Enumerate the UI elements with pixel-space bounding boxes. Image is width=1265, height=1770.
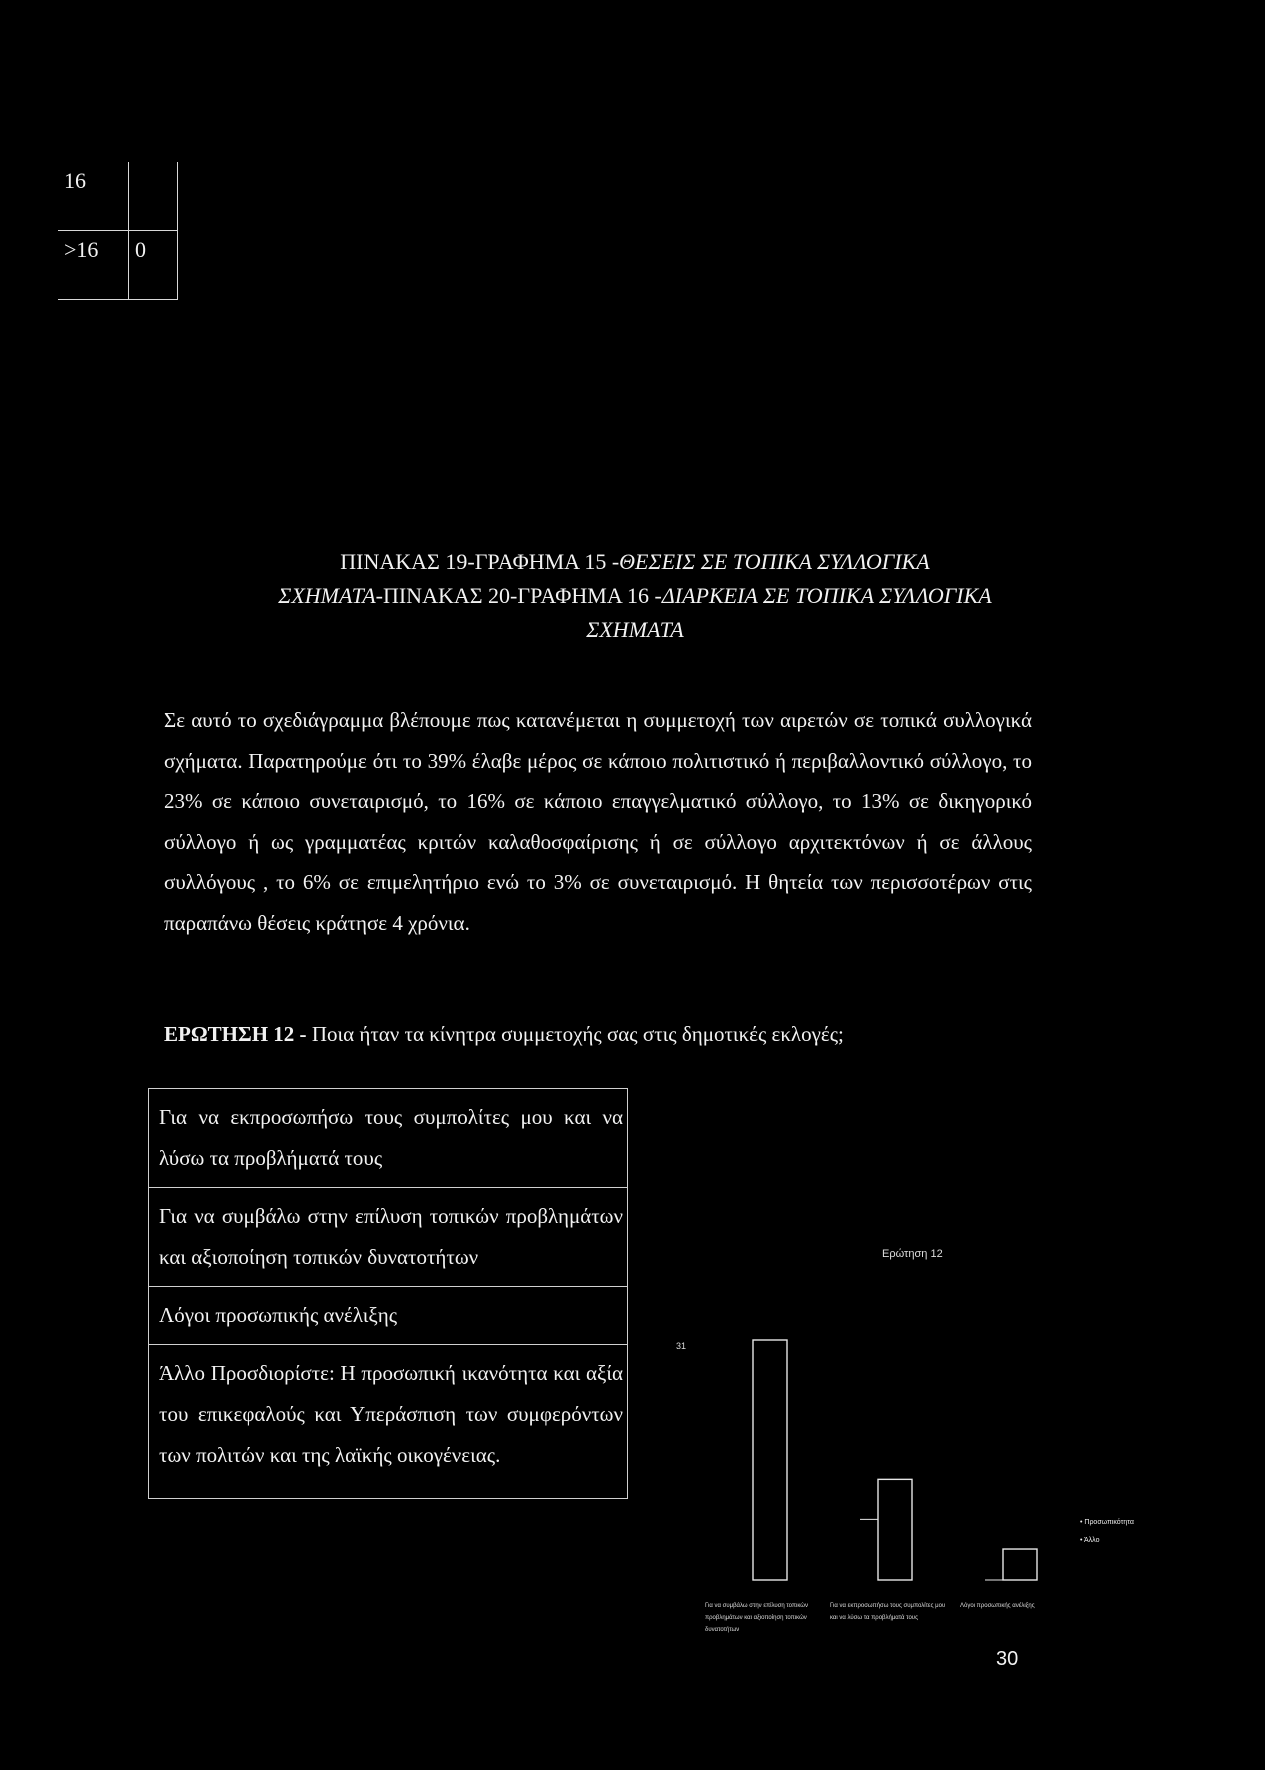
table-row xyxy=(149,1188,628,1287)
x-tick-label: Λόγοι προσωπικής ανέλιξης xyxy=(960,1603,1035,1609)
answer-cell: Για να συμβάλω στην επίλυση τοπικών προβλημάτων και αξιοποίηση τοπικών δυνατοτήτων xyxy=(149,1188,628,1287)
table-row xyxy=(58,231,178,300)
chart-bar xyxy=(753,1340,787,1580)
heading-text: -ΠΙΝΑΚΑΣ 20-ΓΡΑΦΗΜΑ 16 - xyxy=(375,583,662,608)
chart-bar xyxy=(1003,1549,1037,1580)
chart-title: Ερώτηση 12 xyxy=(882,1248,943,1260)
question-text: Ποια ήταν τα κίνητρα συμμετοχής σας στις δημοτικές εκλογές; xyxy=(306,1022,844,1046)
question-line xyxy=(164,1022,844,1047)
table-cell xyxy=(129,162,178,231)
x-tick-label: προβλημάτων και αξιοποίηση τοπικών xyxy=(705,1615,807,1621)
legend-entry: • Άλλο xyxy=(1080,1537,1100,1544)
table-cell: >16 xyxy=(58,231,129,300)
chart-bar xyxy=(878,1479,912,1580)
table-row xyxy=(149,1089,628,1188)
table-cell: 16 xyxy=(58,162,129,231)
x-tick-label: Για να εκπροσωπήσω τους συμπολίτες μου xyxy=(830,1603,946,1609)
heading-italic: ΔΙΑΡΚΕΙΑ ΣΕ ΤΟΠΙΚΑ ΣΥΛΛΟΓΙΚΑ xyxy=(661,583,992,608)
top-table xyxy=(58,162,178,300)
table-row xyxy=(149,1345,628,1499)
table-row xyxy=(149,1287,628,1345)
x-tick-label: δυνατοτήτων xyxy=(705,1627,740,1633)
table-row xyxy=(58,162,178,231)
answers-table xyxy=(148,1088,628,1499)
heading-text: ΠΙΝΑΚΑΣ 19-ΓΡΑΦΗΜΑ 15 - xyxy=(340,549,620,574)
heading-italic: ΘΕΣΕΙΣ ΣΕ ΤΟΠΙΚΑ ΣΥΛΛΟΓΙΚΑ xyxy=(619,549,930,574)
y-tick-label: 31 xyxy=(676,1341,687,1351)
answer-cell: Για να εκπροσωπήσω τους συμπολίτες μου και να λύσω τα προβλήματά τους xyxy=(149,1089,628,1188)
heading-italic: ΣΧΗΜΑΤΑ xyxy=(278,583,376,608)
bar-chart xyxy=(660,1240,1180,1670)
answer-cell: Λόγοι προσωπικής ανέλιξης xyxy=(149,1287,628,1345)
section-heading xyxy=(150,545,1120,647)
body-paragraph: Σε αυτό το σχεδιάγραμμα βλέπουμε πως κατανέμεται η συμμετοχή των αιρετών σε τοπικά συλλογικά σχήματα. Παρατηρούμε ότι το 39% έλαβε μέρος σε κάποιο πολιτιστικό ή περιβαλλοντικό σύλλογο, το 23% σε κάποιο συνεταιρισμό, το 16% σε κάποιο επαγγελματικό σύλλογο, το 13% σε δικηγορικό σύλλογο ή ως γραμματέας κριτών καλαθοσφαίρισης ή σε σύλλογο αρχιτεκτόνων ή σε άλλους συλλόγους , το 6% σε επιμελητήριο ενώ το 3% σε συνεταιρισμό. Η θητεία των περισσοτέρων στις παραπάνω θέσεις κράτησε 4 χρόνια. xyxy=(164,708,1032,935)
x-tick-label: και να λύσω τα προβλήματά τους xyxy=(830,1615,918,1621)
heading-italic: ΣΧΗΜΑΤΑ xyxy=(586,617,684,642)
x-tick-label: Για να συμβάλω στην επίλυση τοπικών xyxy=(705,1603,808,1609)
legend-entry: • Προσωπικότητα xyxy=(1080,1519,1134,1526)
page-number: 30 xyxy=(996,1648,1019,1670)
question-label: ΕΡΩΤΗΣΗ 12 - xyxy=(164,1022,307,1046)
answer-cell: Άλλο Προσδιορίστε: Η προσωπική ικανότητα και αξία του επικεφαλούς και Υπεράσπιση των συμφερόντων των πολιτών και της λαϊκής οικογένειας. xyxy=(149,1345,628,1499)
table-cell: 0 xyxy=(129,231,178,300)
